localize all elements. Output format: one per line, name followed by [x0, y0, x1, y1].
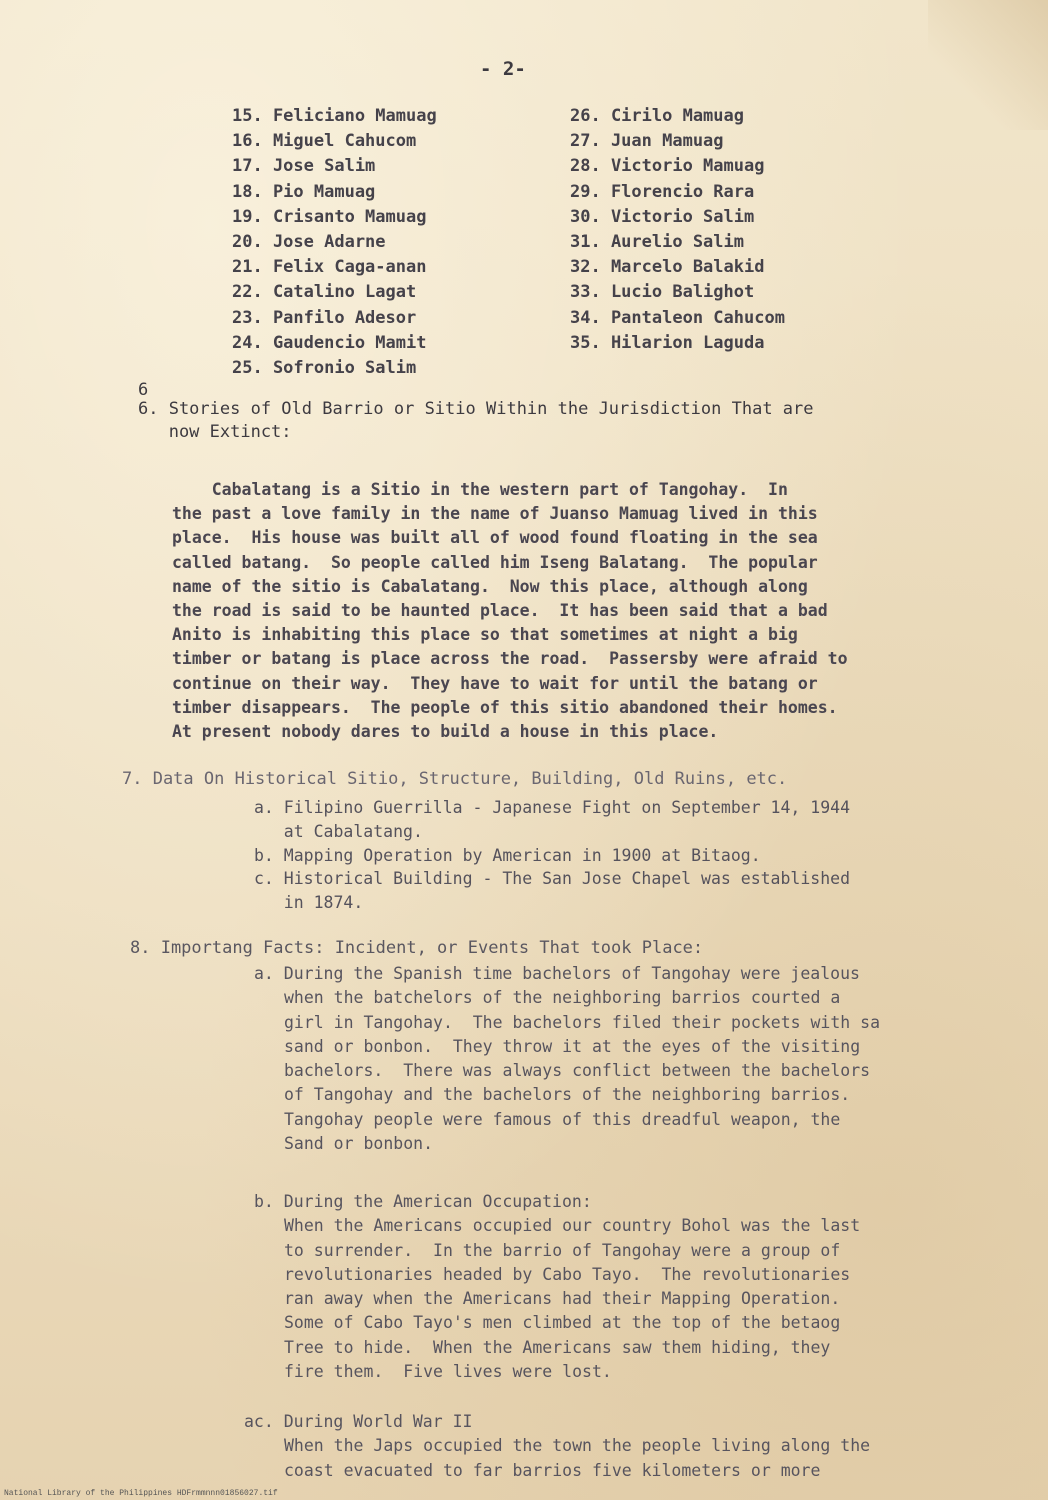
name-entry: 29. Florencio Rara [570, 181, 755, 202]
names-column-2 [570, 104, 785, 356]
heading-line: 6. Stories of Old Barrio or Sitio Within the Jurisdiction That are [138, 399, 814, 419]
archive-footer: National Library of the Philippines HDFrmmnnn01856027.tif [4, 1489, 278, 1498]
name-entry: 17. Jose Salim [232, 156, 376, 177]
body-line: girl in Tangohay. The bachelors filed their pockets with sa [284, 1012, 881, 1032]
body-line: When the Japs occupied the town the people living along the [284, 1436, 871, 1456]
body-line: ran away when the Americans had their Mapping Operation. [284, 1289, 841, 1309]
name-entry: 22. Catalino Lagat [232, 282, 417, 303]
body-line: Sand or bonbon. [284, 1134, 434, 1154]
paragraph-line: the past a love family in the name of Juanso Mamuag lived in this [172, 504, 818, 524]
page-number: - 2- [480, 58, 526, 80]
item-body [244, 1434, 870, 1483]
body-line: revolutionaries headed by Cabo Tayo. The revolutionaries [284, 1264, 851, 1284]
name-entry: 18. Pio Mamuag [232, 181, 376, 202]
item-body [254, 1214, 860, 1384]
paragraph-line: place. His house was built all of wood found floating in the sea [172, 528, 818, 548]
item-label: b. During the American Occupation: [254, 1192, 592, 1211]
list-line: a. Filipino Guerrilla - Japanese Fight on September 14, 1944 [254, 798, 851, 817]
body-line: fire them. Five lives were lost. [284, 1362, 612, 1382]
name-entry: 34. Pantaleon Cahucom [570, 307, 785, 328]
paragraph-line: continue on their way. They have to wait for until the batang or [172, 673, 818, 693]
name-entry: 23. Panfilo Adesor [232, 307, 417, 328]
handwritten-number: 6 [138, 380, 149, 400]
name-entry: 25. Sofronio Salim [232, 358, 417, 379]
list-line: b. Mapping Operation by American in 1900 at Bitaog. [254, 845, 761, 865]
name-entry: 35. Hilarion Laguda [570, 332, 765, 353]
name-entry: 31. Aurelio Salim [570, 232, 744, 253]
body-line: sand or bonbon. They throw it at the eyes of the visiting [284, 1036, 861, 1056]
name-entry: 21. Felix Caga-anan [232, 257, 427, 278]
name-entry: 16. Miguel Cahucom [232, 131, 417, 152]
name-entry: 32. Marcelo Balakid [570, 257, 765, 278]
name-entry: 28. Victorio Mamuag [570, 156, 765, 177]
name-entry: 27. Juan Mamuag [570, 131, 724, 152]
name-entry: 15. Feliciano Mamuag [232, 106, 437, 126]
section-7-list [254, 796, 850, 915]
section-8-heading: 8. Importang Facts: Incident, or Events That took Place: [130, 938, 704, 958]
body-line: to surrender. In the barrio of Tangohay were a group of [284, 1240, 841, 1260]
name-entry: 26. Cirilo Mamuag [570, 106, 744, 126]
list-line: at Cabalatang. [254, 821, 423, 841]
section-6-heading [138, 398, 958, 444]
name-entry: 30. Victorio Salim [570, 206, 755, 227]
paragraph-line: Cabalatang is a Sitio in the western part of Tangohay. In [172, 480, 788, 499]
names-column-1 [232, 104, 437, 381]
section-7-heading: 7. Data On Historical Sitio, Structure, Building, Old Ruins, etc. [122, 769, 788, 789]
body-line: When the Americans occupied our country Bohol was the last [284, 1216, 861, 1236]
list-line: c. Historical Building - The San Jose Chapel was established [254, 869, 851, 889]
body-line: of Tangohay and the bachelors of the neighboring barrios. [284, 1085, 851, 1105]
name-entry: 24. Gaudencio Mamit [232, 332, 427, 353]
name-entry: 19. Crisanto Mamuag [232, 206, 427, 227]
section-8-item-c [244, 1410, 870, 1483]
body-line: coast evacuated to far barrios five kilometers or more [284, 1460, 821, 1480]
body-line: Some of Cabo Tayo's men climbed at the top of the betaog [284, 1313, 841, 1333]
name-entry: 33. Lucio Balighot [570, 282, 755, 303]
paragraph-line: Anito is inhabiting this place so that sometimes at night a big [172, 625, 798, 645]
section-6-paragraph [172, 478, 982, 744]
body-line: bachelors. There was always conflict between the bachelors [284, 1061, 871, 1081]
heading-line: now Extinct: [138, 422, 292, 442]
section-8-item-a [254, 962, 880, 1156]
item-label: ac. During World War II [244, 1412, 473, 1431]
body-line: Tangohay people were famous of this dreadful weapon, the [284, 1109, 841, 1129]
name-entry: 20. Jose Adarne [232, 232, 386, 253]
list-line: in 1874. [254, 893, 364, 913]
paragraph-line: the road is said to be haunted place. It has been said that a bad [172, 601, 828, 621]
paragraph-line: name of the sitio is Cabalatang. Now this place, although along [172, 576, 808, 596]
paragraph-line: timber or batang is place across the road. Passersby were afraid to [172, 649, 848, 669]
section-8-item-b [254, 1190, 860, 1384]
paragraph-line: timber disappears. The people of this sitio abandoned their homes. [172, 697, 838, 717]
body-line: when the batchelors of the neighboring barrios courted a [284, 988, 841, 1008]
item-body [254, 986, 880, 1156]
body-line: Tree to hide. When the Americans saw them hiding, they [284, 1337, 831, 1357]
paragraph-line: At present nobody dares to build a house in this place. [172, 722, 719, 742]
item-label: a. During the Spanish time bachelors of Tangohay were jealous [254, 964, 860, 983]
paragraph-line: called batang. So people called him Iseng Balatang. The popular [172, 552, 818, 572]
